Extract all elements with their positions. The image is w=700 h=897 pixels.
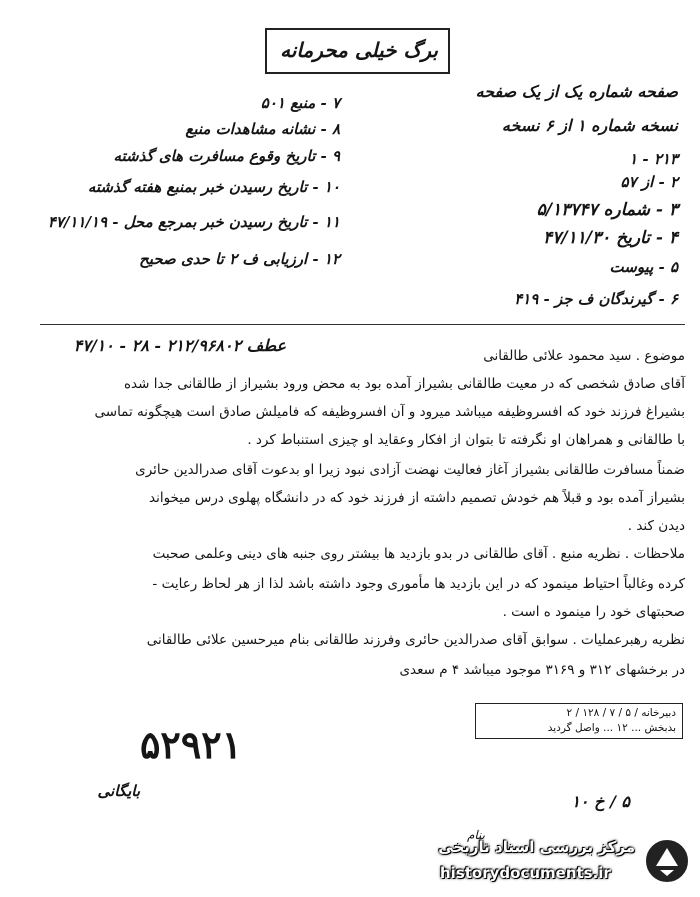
header-divider [40,324,685,325]
watermark-url: historydocuments.ir [440,864,611,882]
form-field-2: ۲ - از ۵۷ [620,173,678,191]
copy-number-line: نسخه شماره ۱ از ۶ نسخه [501,116,678,135]
subject-line: موضوع . سید محمود علائی طالقانی [483,348,685,364]
document-body [30,340,685,700]
form-field-5: ۵ - پیوست [609,258,678,276]
body-line-7: ملاحظات . نظریه منبع . آقای طالقانی در بدو بازدید ها بیشتر روی جنبه های دینی وعلمی صحبت [152,546,685,562]
handwritten-file-number: ۵۲۹۲۱ [140,722,243,767]
body-line-5: بشیراز آمده بود و قبلاً هم خودش تصمیم داشته از فرزند خود که در دانشگاه پهلوی درس میخواند [148,490,685,506]
form-field-12: ۱۲ - ارزیابی ف ۲ تا حدی صحیح [139,250,340,268]
body-line-1: آقای صادق شخصی که در معیت طالقانی بشیراز آمده بود به محض ورود بشیراز از طالقانی جدا شده [123,376,685,392]
marginal-note-date: ۵ / خ ۱۰ [571,792,630,811]
form-field-3: ۳ - شماره ۵/۱۳۷۴۷ [536,200,678,220]
body-line-6: دیدن کند . [627,518,685,534]
registry-stamp-line-2: بدبخش ... ۱۲ ... واصل گردید [547,722,676,734]
watermark-org: مرکز بررسی اسناد تاریخی [438,838,635,856]
registry-stamp [475,703,683,739]
form-field-11: ۱۱ - تاریخ رسیدن خبر بمرجع محل - ۴۷/۱۱/۱۹ [47,213,340,231]
body-line-11: در برخشهای ۳۱۲ و ۳۱۶۹ موجود میباشد ۴ م سعدی [399,662,685,678]
form-field-7: ۷ - منبع ۵۰۱ [260,94,340,112]
classification-stamp [265,28,450,74]
body-line-3: با طالقانی و همراهان او نگرفته تا بتوان از افکار وعقاید او چیزی استنباط کرد . [247,432,685,448]
body-line-2: بشیراغ فرزند خود که افسروظیفه میباشد میرود و آن افسروظیفه که فامیلش صادق است هیچگونه تماسی [94,404,685,420]
classification-stamp-text: برگ خیلی محرمانه [280,38,438,62]
body-line-10: نظریه رهبرعملیات . سوابق آقای صدرالدین حائری وفرزند طالقانی بنام میرحسین علائی طالقانی [146,632,685,648]
body-line-9: صحبتهای خود را مینمود ه است . [502,604,685,620]
body-line-8: کرده وغالباً احتیاط مینمود که در این بازدید ها مأموری وجود داشته باشد لذا از هر لحاظ رعایت - [152,576,685,592]
registry-stamp-line-1: دبیرخانه / ۵ / ۷ / ۱۲۸ / ۲ [566,707,676,719]
archive-logo-icon [642,836,692,886]
reference-number: عطف ۲۱۲/۹۶۸۰۲ - ۲۸ - ۴۷/۱۰ [73,336,286,355]
form-field-1: ۱ - ۲۱۳ [629,150,678,168]
form-field-4: ۴ - تاریخ ۴۷/۱۱/۳۰ [543,228,678,248]
page-number-line: صفحه شماره یک از یک صفحه [475,82,678,101]
header-form [0,0,700,320]
form-field-6: ۶ - گیرندگان ف جز - ۴۱۹ [514,290,678,308]
form-field-8: ۸ - نشانه مشاهدات منبع [185,120,340,138]
body-line-4: ضمناً مسافرت طالقانی بشیراز آغاز فعالیت نهضت آزادی نبود زیرا او بدعوت آقای صدرالدین حائری [135,462,685,478]
watermark [420,830,695,892]
form-field-9: ۹ - تاریخ وقوع مسافرت های گذشته [113,147,340,165]
marginal-note-name: بنام [466,828,485,842]
form-field-10: ۱۰ - تاریخ رسیدن خبر بمنبع هفته گذشته [87,178,340,196]
marginal-note-archive: بایگانی [97,782,140,800]
